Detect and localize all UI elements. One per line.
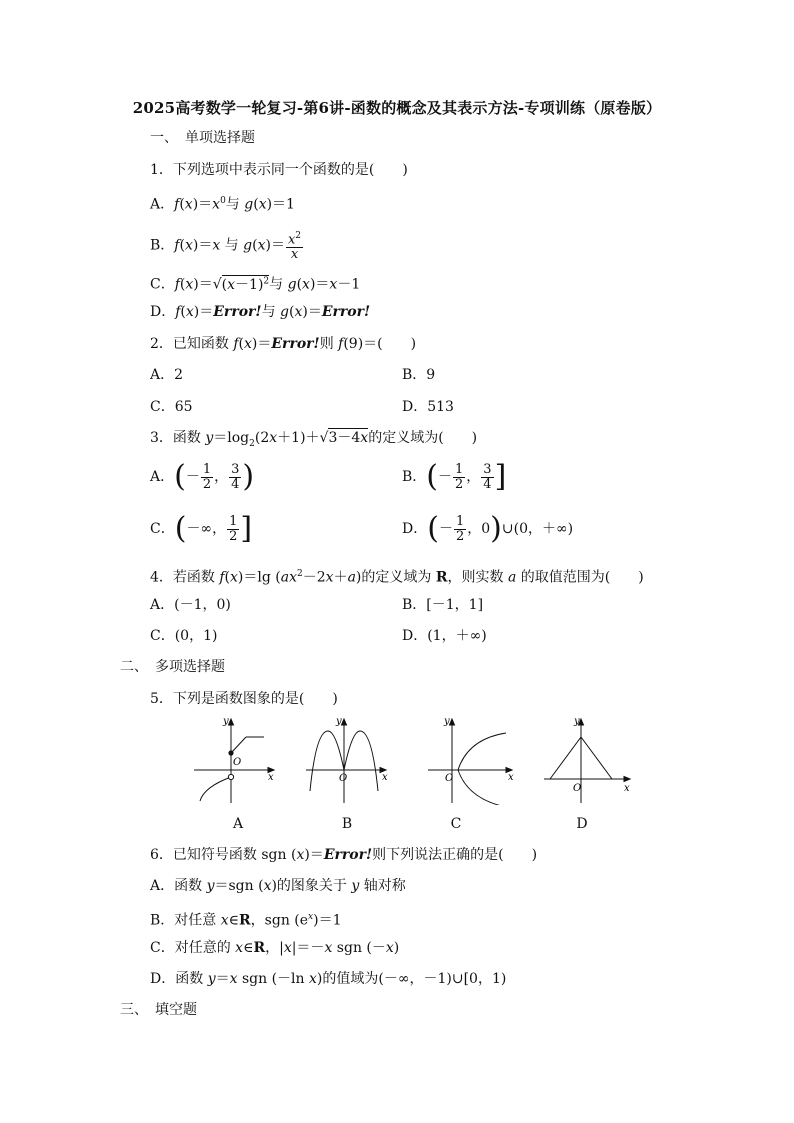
q4-stem: 4．若函数 f(x)＝lg $(ax^2-2x+a)$的定义域为 R，则实数 a 的取值范围为( )	[150, 569, 644, 586]
q2-option-b: B．9	[402, 367, 436, 383]
q1-option-d: D．f(x)＝Error!与 g(x)＝Error!	[150, 304, 371, 320]
svg-text:x: x	[268, 772, 274, 783]
section-multi-choice: 二、 多项选择题	[120, 659, 225, 675]
graph-label-b: B	[341, 816, 353, 832]
page-title: 2025高考数学一轮复习-第6讲-函数的概念及其表示方法-专项训练（原卷版）	[132, 99, 662, 117]
q4-option-b: B．[－1，1]	[402, 597, 484, 613]
graph-a	[190, 713, 280, 805]
svg-text:O: O	[339, 773, 348, 784]
q6-option-c: C．对任意的 x∈R，|x|＝－x sgn (－x)	[150, 940, 400, 956]
svg-text:O: O	[233, 757, 242, 768]
svg-text:O: O	[573, 783, 582, 794]
svg-text:x: x	[624, 783, 630, 794]
q6-option-b: B．对任意 x∈R，sgn $(e^x)=1$	[150, 912, 342, 929]
q1-option-a: A．$f(x)=x^0$与 g(x)＝1	[150, 196, 295, 213]
svg-text:x: x	[508, 772, 514, 783]
graph-label-c: C	[450, 816, 462, 832]
section-fill-blank: 三、 填空题	[120, 1002, 197, 1018]
svg-text:O: O	[445, 773, 454, 784]
graph-c	[418, 713, 518, 805]
graph-label-a: A	[232, 816, 244, 832]
q3-option-d: D．(－ $\frac{1}{2}$ ，0)∪(0，＋∞)	[402, 511, 574, 546]
svg-text:y: y	[574, 716, 580, 727]
q6-stem: 6．已知符号函数 sgn (x)＝Error!则下列说法正确的是( )	[150, 847, 538, 863]
q3-option-c: C．(－∞， $\frac{1}{2}$ ]	[150, 511, 253, 546]
q3-option-b: B．(－ $\frac{1}{2}$ ， $\frac{3}{4}$ ]	[402, 459, 507, 494]
q3-stem: 3．函数 $y=\log_2(2x+1)+√3-4x$的定义域为( )	[150, 430, 478, 449]
q1-option-b: B．f(x)＝x 与 g(x)＝ $\frac{x^2}{x}$	[150, 231, 302, 263]
graph-d	[540, 713, 640, 805]
q1-stem: 1．下列选项中表示同一个函数的是( )	[150, 162, 408, 178]
svg-text:y: y	[336, 716, 342, 727]
q5-stem: 5．下列是函数图象的是( )	[150, 691, 338, 707]
q4-option-a: A．(－1，0)	[150, 597, 231, 613]
svg-text:y: y	[223, 716, 229, 727]
q4-option-d: D．(1，＋∞)	[402, 628, 487, 644]
q2-option-d: D．513	[402, 399, 454, 415]
q2-stem: 2．已知函数 f(x)＝Error!则 f(9)＝( )	[150, 336, 417, 352]
q6-option-a: A．函数 y＝sgn (x)的图象关于 y 轴对称	[150, 878, 406, 894]
graph-b	[302, 713, 392, 805]
svg-text:y: y	[444, 716, 450, 727]
q1-option-c: C．$f(x)=√(x-1)^2$与 g(x)＝x－1	[150, 276, 361, 293]
q2-option-a: A．2	[150, 367, 184, 383]
q2-option-c: C．65	[150, 399, 193, 415]
svg-text:x: x	[382, 772, 388, 783]
graph-label-d: D	[576, 816, 588, 832]
q3-option-a: A．(－ $\frac{1}{2}$ ， $\frac{3}{4}$ )	[150, 459, 255, 494]
q4-option-c: C．(0，1)	[150, 628, 218, 644]
q6-option-d: D．函数 y＝x sgn (－ln x)的值域为(－∞，－1)∪[0，1)	[150, 971, 507, 987]
section-single-choice: 一、 单项选择题	[150, 130, 255, 146]
